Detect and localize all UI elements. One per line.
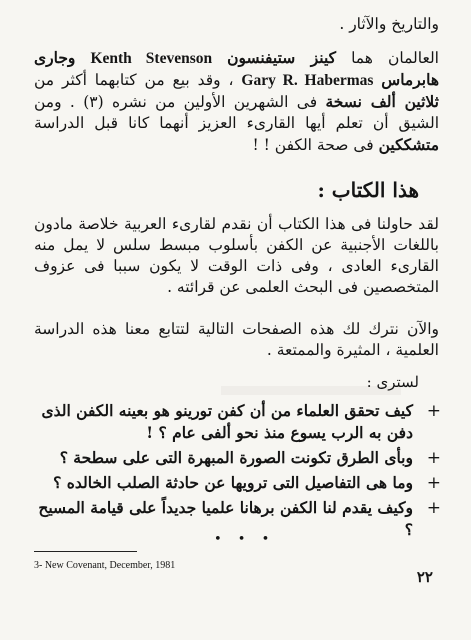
plus-icon: + — [426, 448, 441, 468]
list-item-text: وبأى الطرق تكونت الصورة المبهرة التى على سطحة ؟ — [59, 448, 413, 467]
plus-icon: + — [426, 498, 441, 518]
intro-paragraph — [34, 47, 439, 156]
list-item — [34, 447, 443, 469]
footnote-divider — [34, 551, 137, 552]
list-item-text: وكيف يقدم لنا الكفن برهانا علميا جديداً على قيامة المسيح ؟ — [38, 498, 413, 539]
footnote-ref: (٣) — [83, 93, 104, 111]
skeptics-word: متشككين — [378, 135, 439, 154]
section-separator: • • • — [214, 532, 276, 547]
name2-arabic: هابرماس — [381, 70, 439, 89]
plus-icon: + — [426, 473, 441, 493]
copies-count: ثلاثين ألف نسخة — [325, 92, 439, 111]
bullet-list — [34, 400, 443, 544]
list-item-text: وما هى التفاصيل التى ترويها عن حادثة الصلب الخالده ؟ — [53, 473, 413, 492]
body-paragraph-2: والآن نترك لك هذه الصفحات التالية لتتابع معنا هذه الدراسة العلمية ، المثيرة والممتعة . — [34, 320, 439, 359]
name2-english: Gary R. Habermas — [241, 72, 374, 89]
page-number: ٢٢ — [416, 568, 433, 586]
subheading: لسترى : — [366, 373, 419, 391]
list-item — [34, 472, 443, 494]
conjunction: وجارى — [34, 48, 76, 67]
footnote: 3- New Covenant, December, 1981 — [34, 560, 176, 571]
intro-text-2: ، وقد بيع من كتابهما أكثر من — [34, 71, 234, 89]
section-heading: هذا الكتاب : — [317, 178, 419, 202]
plus-icon: + — [426, 401, 441, 421]
intro-text-4: . ومن الشيق أن تعلم أيها القارىء العزيز أنهما كانا قبل الدراسة — [34, 93, 439, 132]
list-item — [34, 400, 443, 444]
name1-arabic: كينز ستيفنسون — [227, 48, 337, 67]
intro-text-3: فى الشهرين الأولين من نشره — [112, 93, 318, 111]
list-item-text: كيف تحقق العلماء من أن كفن تورينو هو بعينه الكفن الذى دفن به الرب يسوع منذ نحو ألفى عام ؟ ! — [41, 401, 413, 442]
intro-text-5: فى صحة الكفن ! ! — [252, 136, 374, 154]
body-paragraph-1: لقد حاولنا فى هذا الكتاب أن نقدم لقارىء العربية خلاصة مادون باللغات الأجنبية عن الكفن بأسلوب مبسط سلس لا يمل منه القارىء العادى ، وفى ذات الوقت لا يكون سببا فى عزوف المتخصصين فى البحث العلمى عن قرائته . — [34, 215, 439, 296]
intro-text-1: العالمان هما — [351, 49, 439, 67]
name1-english: Kenth Stevenson — [90, 50, 213, 67]
header-line: والتاريخ والآثار . — [339, 15, 439, 33]
